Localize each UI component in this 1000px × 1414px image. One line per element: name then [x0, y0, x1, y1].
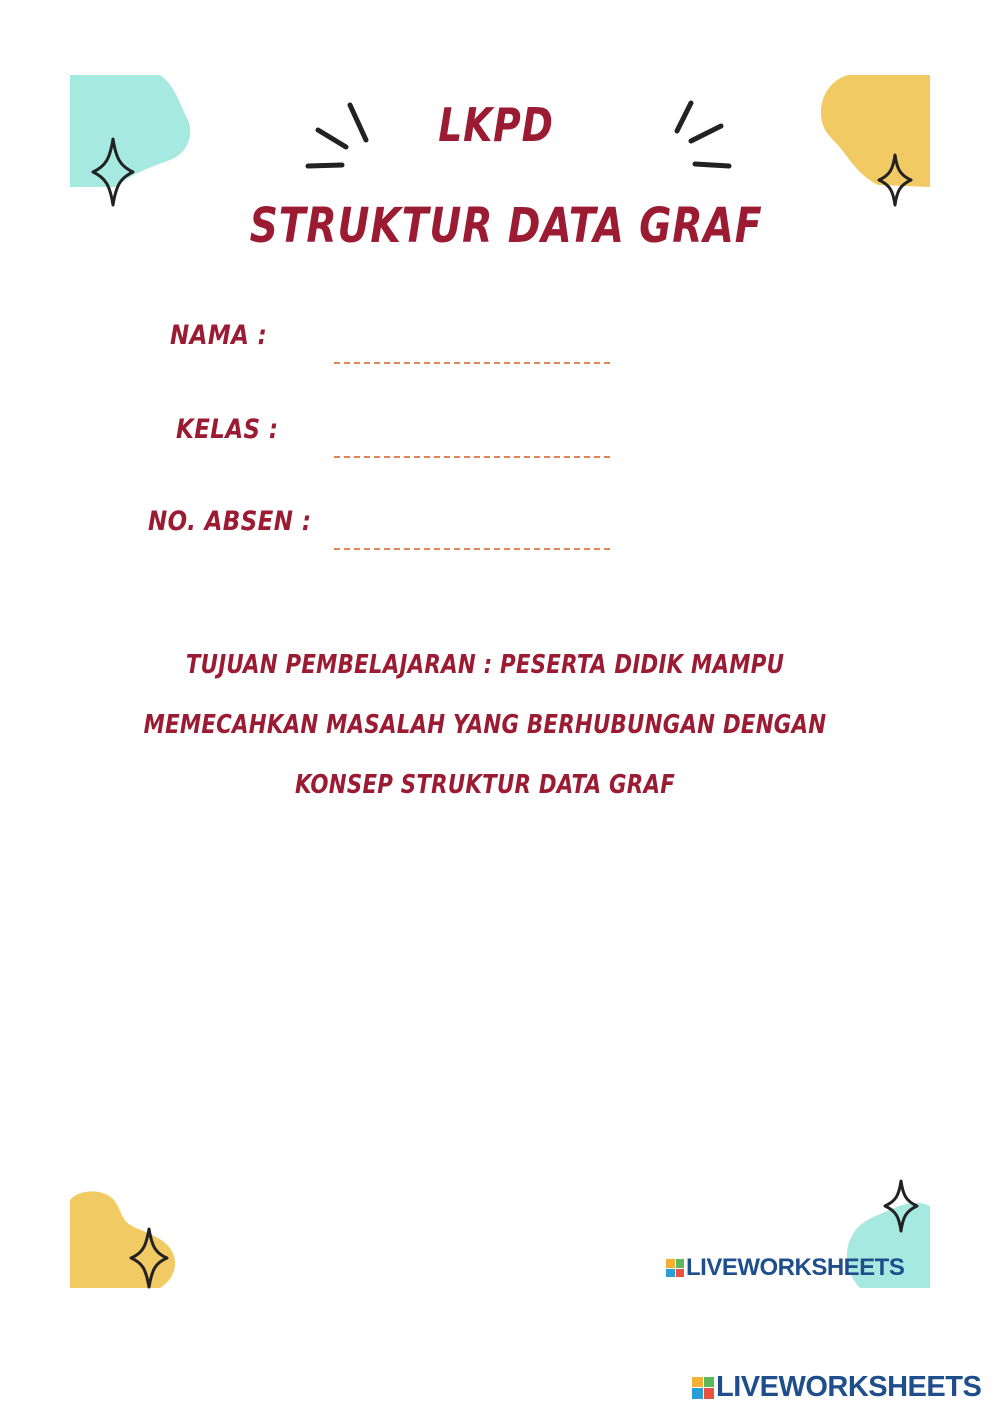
page-title: STRUKTUR DATA GRAF — [249, 198, 763, 254]
objective-line-3: KONSEP STRUKTUR DATA GRAF — [294, 770, 676, 800]
class-label: KELAS : — [176, 414, 279, 445]
objective-line-2: MEMECAHKAN MASALAH YANG BERHUBUNGAN DENGAN — [143, 710, 827, 740]
liveworksheets-badge-icon — [666, 1259, 684, 1277]
liveworksheets-logo-text: LIVEWORKSHEETS — [686, 1254, 905, 1281]
objective-line-1: TUJUAN PEMBELAJARAN : PESERTA DIDIK MAMPU — [185, 650, 785, 680]
worksheet-label: LKPD — [438, 98, 554, 152]
attendance-number-field[interactable] — [334, 548, 610, 550]
class-field[interactable] — [334, 456, 610, 458]
liveworksheets-badge-icon — [692, 1377, 714, 1399]
attendance-number-label: NO. ABSEN : — [148, 506, 312, 537]
footer-liveworksheets-logo[interactable] — [692, 1371, 981, 1404]
footer-liveworksheets-logo-text: LIVEWORKSHEETS — [716, 1371, 982, 1403]
sparkle-icon — [128, 1226, 170, 1290]
name-label: NAMA : — [170, 320, 268, 351]
liveworksheets-logo — [666, 1254, 904, 1282]
sparkle-icon — [882, 1178, 920, 1234]
name-field[interactable] — [334, 362, 610, 364]
